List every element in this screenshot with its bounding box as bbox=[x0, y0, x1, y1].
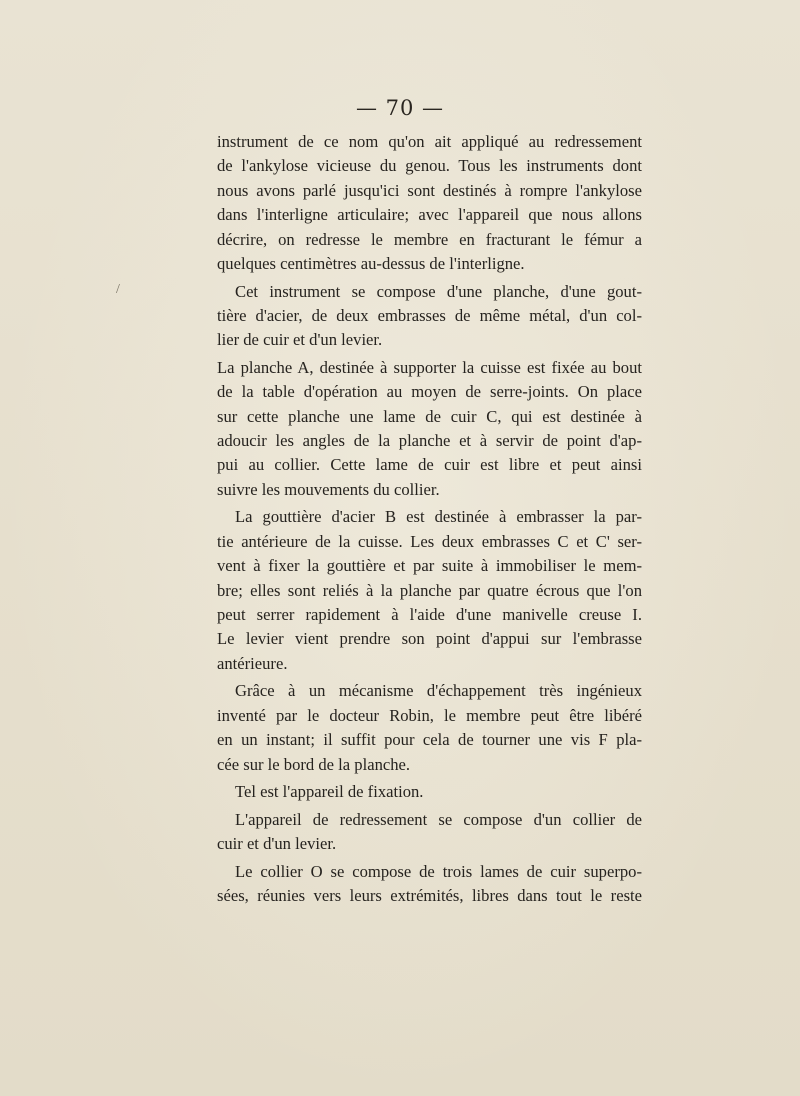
text-line: La planche A, destinée à supporter la cuisse est fixée au bout bbox=[217, 357, 642, 377]
page-number: — 70 — bbox=[355, 96, 445, 120]
text-line: Le collier O se compose de trois lames de cuir superpo- bbox=[235, 861, 642, 881]
text-line: Le levier vient prendre son point d'appui sur l'embrasse bbox=[217, 629, 642, 649]
body-text bbox=[217, 130, 642, 908]
text-line: inventé par le docteur Robin, le membre peut être libéré bbox=[217, 705, 642, 725]
text-line: lier de cuir et d'un levier. bbox=[217, 330, 383, 350]
text-line: sées, réunies vers leurs extrémités, libres dans tout le reste bbox=[217, 886, 642, 906]
text-line: Grâce à un mécanisme d'échappement très ingénieux bbox=[235, 681, 642, 701]
text-line: cée sur le bord de la planche. bbox=[217, 754, 411, 774]
text-line: peut serrer rapidement à l'aide d'une manivelle creuse I. bbox=[217, 604, 642, 624]
text-line: Tel est l'appareil de fixation. bbox=[235, 782, 424, 802]
text-line: instrument de ce nom qu'on ait appliqué au redressement bbox=[217, 132, 642, 151]
text-line: bre; elles sont reliés à la planche par quatre écrous que l'on bbox=[217, 580, 642, 600]
text-line: nous avons parlé jusqu'ici sont destinés à rompre l'ankylose bbox=[217, 180, 642, 200]
text-line: vent à fixer la gouttière et par suite à immobiliser le mem- bbox=[217, 556, 642, 576]
text-line: de la table d'opération au moyen de serre-joints. On place bbox=[217, 382, 642, 402]
text-line: L'appareil de redressement se compose d'un collier de bbox=[235, 809, 642, 829]
text-line: en un instant; il suffit pour cela de tourner une vis F pla- bbox=[217, 730, 642, 750]
text-line: tière d'acier, de deux embrasses de même métal, d'un col- bbox=[217, 305, 642, 325]
text-line: décrire, on redresse le membre en fracturant le fémur a bbox=[217, 229, 642, 249]
text-line: quelques centimètres au-dessus de l'interligne. bbox=[217, 253, 525, 273]
text-line: antérieure. bbox=[217, 653, 288, 673]
margin-mark: / bbox=[116, 282, 120, 297]
text-line: Cet instrument se compose d'une planche, d'une gout- bbox=[235, 281, 642, 301]
text-line: tie antérieure de la cuisse. Les deux embrasses C et C' ser- bbox=[217, 531, 642, 551]
text-line: adoucir les angles de la planche et à servir de point d'ap- bbox=[217, 431, 642, 451]
text-line: cuir et d'un levier. bbox=[217, 834, 337, 854]
text-line: suivre les mouvements du collier. bbox=[217, 479, 440, 499]
text-line: sur cette planche une lame de cuir C, qui est destinée à bbox=[217, 406, 642, 426]
text-line: La gouttière d'acier B est destinée à embrasser la par- bbox=[235, 507, 642, 527]
text-line: dans l'interligne articulaire; avec l'appareil que nous allons bbox=[217, 205, 642, 225]
text-line: de l'ankylose vicieuse du genou. Tous les instruments dont bbox=[217, 156, 642, 176]
text-line: pui au collier. Cette lame de cuir est libre et peut ainsi bbox=[217, 455, 642, 475]
